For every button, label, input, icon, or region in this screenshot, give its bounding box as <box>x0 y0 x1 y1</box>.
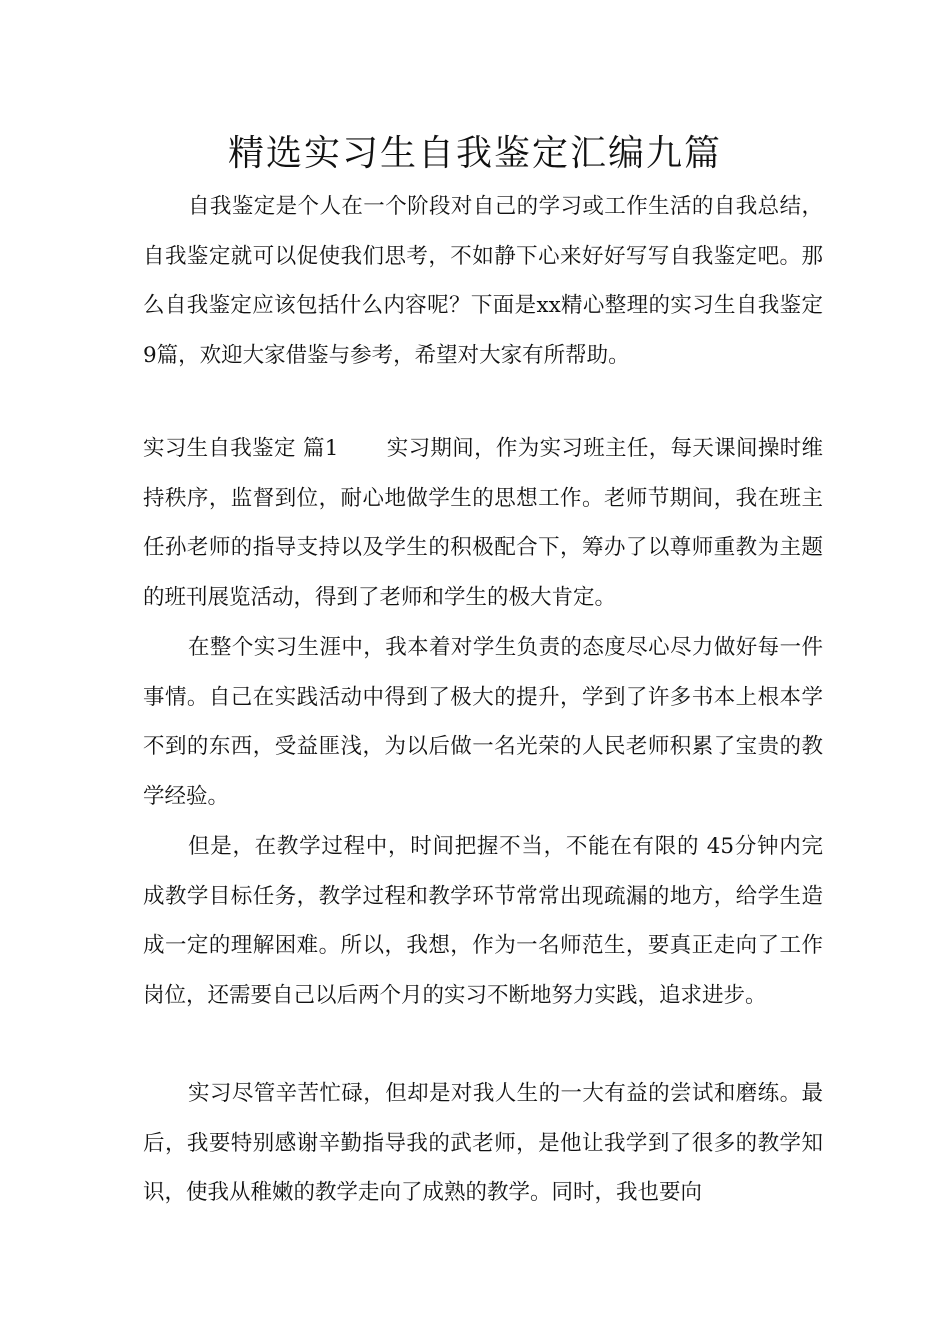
document-title: 精选实习生自我鉴定汇编九篇 <box>227 133 722 174</box>
section-1-paragraph-4: 实习尽管辛苦忙碌，但却是对我人生的一大有益的尝试和磨练。最后，我要特别感谢辛勤指导我的武老师，是他让我学到了很多的教学知识，使我从稚嫩的教学走向了成熟的教学。同时，我也要向 <box>143 1081 823 1205</box>
section-1-paragraph-1 <box>143 424 823 622</box>
section-1-first-text: 实习期间，作为实习班主任，每天课间操时维持秩序，监督到位，耐心地做学生的思想工作。老师节期间，我在班主任孙老师的指导支持以及学生的积极配合下，筹办了以尊师重教为主题的班刊展览活动，得到了老师和学生的极大肯定。 <box>143 436 823 610</box>
intro-paragraph: 自我鉴定是个人在一个阶段对自己的学习或工作生活的自我总结，自我鉴定就可以促使我们思考，不如静下心来好好写写自我鉴定吧。那么自我鉴定应该包括什么内容呢？下面是xx精心整理的实习生自我鉴定9篇，欢迎大家借鉴与参考，希望对大家有所帮助。 <box>143 194 823 368</box>
section-1-paragraph-3: 但是，在教学过程中，时间把握不当，不能在有限的 45分钟内完成教学目标任务，教学过程和教学环节常常出现疏漏的地方，给学生造成一定的理解困难。所以，我想，作为一名师范生，要真正走向了工作岗位，还需要自己以后两个月的实习不断地努力实践，追求进步。 <box>143 834 823 1008</box>
section-1-heading: 实习生自我鉴定 篇1 <box>143 436 339 461</box>
section-1-paragraph-2: 在整个实习生涯中，我本着对学生负责的态度尽心尽力做好每一件事情。自己在实践活动中得到了极大的提升，学到了许多书本上根本学不到的东西，受益匪浅，为以后做一名光荣的人民老师积累了宝贵的教学经验。 <box>143 635 823 809</box>
